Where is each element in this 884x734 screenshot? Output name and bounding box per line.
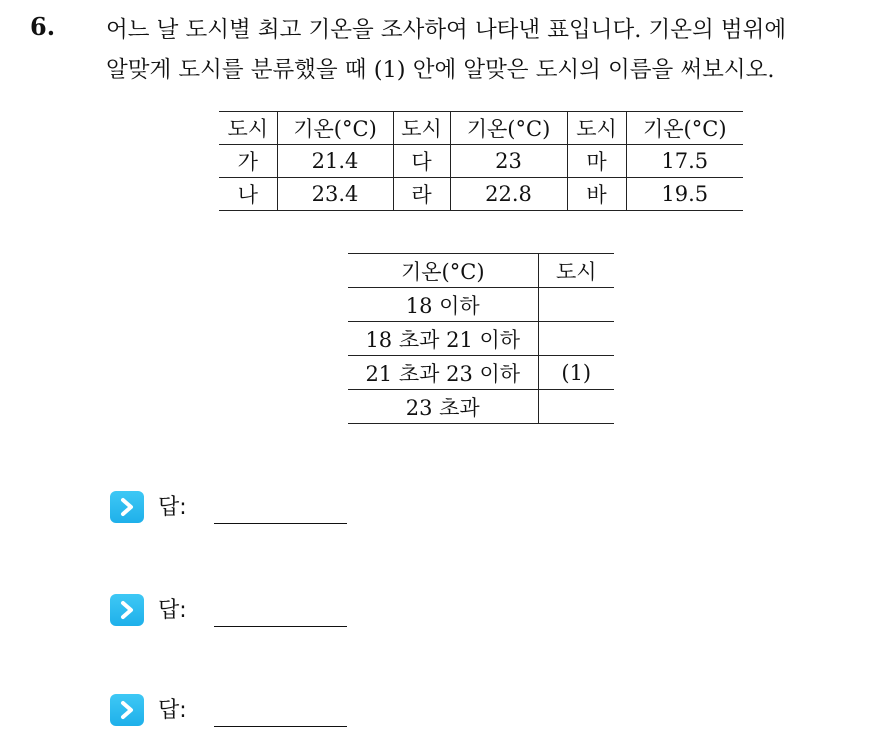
table-cell: 나 [219, 178, 277, 211]
table-cell: 19.5 [626, 178, 743, 211]
table-cell: 22.8 [450, 178, 567, 211]
table-header-cell: 기온(°C) [626, 112, 743, 145]
table-header-row [348, 254, 614, 288]
chevron-right-icon [110, 594, 144, 626]
table-cell: 바 [567, 178, 626, 211]
table-cell: 17.5 [626, 145, 743, 178]
temperature-table [219, 111, 743, 211]
table-row [219, 178, 743, 211]
table-cell: 23.4 [277, 178, 393, 211]
question-text [106, 10, 876, 90]
table-cell: 23 [450, 145, 567, 178]
table-cell: 다 [393, 145, 450, 178]
question-line-1: 어느 날 도시별 최고 기온을 조사하여 나타낸 표입니다. 기온의 범위에 [106, 17, 787, 43]
table-cell: 마 [567, 145, 626, 178]
answer-input-line[interactable] [214, 626, 347, 627]
question-number: 6. [30, 12, 56, 41]
table-header-cell: 기온(°C) [400, 259, 485, 284]
classification-table [348, 253, 614, 424]
table-header-cell: 도시 [567, 112, 626, 145]
table-header-cell: 도시 [227, 117, 269, 141]
table-cell: 21.4 [277, 145, 393, 178]
table-header-cell: 도시 [538, 254, 614, 288]
table-cell: 라 [393, 178, 450, 211]
table-cell: (1) [538, 356, 614, 390]
table-row [348, 390, 614, 424]
answer-label: 답: [158, 698, 187, 723]
table-cell [538, 390, 614, 424]
table-cell [538, 288, 614, 322]
answer-label: 답: [158, 495, 187, 520]
table-cell: 18 이하 [348, 288, 538, 322]
answer-input-line[interactable] [214, 523, 347, 524]
chevron-right-icon [110, 694, 144, 726]
table-cell: 가 [219, 145, 277, 178]
table-cell: 21 초과 23 이하 [348, 356, 538, 390]
table-cell: 18 초과 21 이하 [348, 322, 538, 356]
table-header-cell: 기온(°C) [450, 112, 567, 145]
table-cell: 23 초과 [348, 390, 538, 424]
answer-label: 답: [158, 598, 187, 623]
table-header-cell: 도시 [393, 112, 450, 145]
table-row [348, 322, 614, 356]
chevron-right-icon [110, 491, 144, 523]
question-line-2: 알맞게 도시를 분류했을 때 (1) 안에 알맞은 도시의 이름을 써보시오. [106, 57, 775, 83]
table-cell [538, 322, 614, 356]
answer-input-line[interactable] [214, 726, 347, 727]
table-row [219, 145, 743, 178]
table-row [348, 356, 614, 390]
table-row [348, 288, 614, 322]
table-header-cell: 기온(°C) [277, 112, 393, 145]
table-header-row [219, 112, 743, 145]
